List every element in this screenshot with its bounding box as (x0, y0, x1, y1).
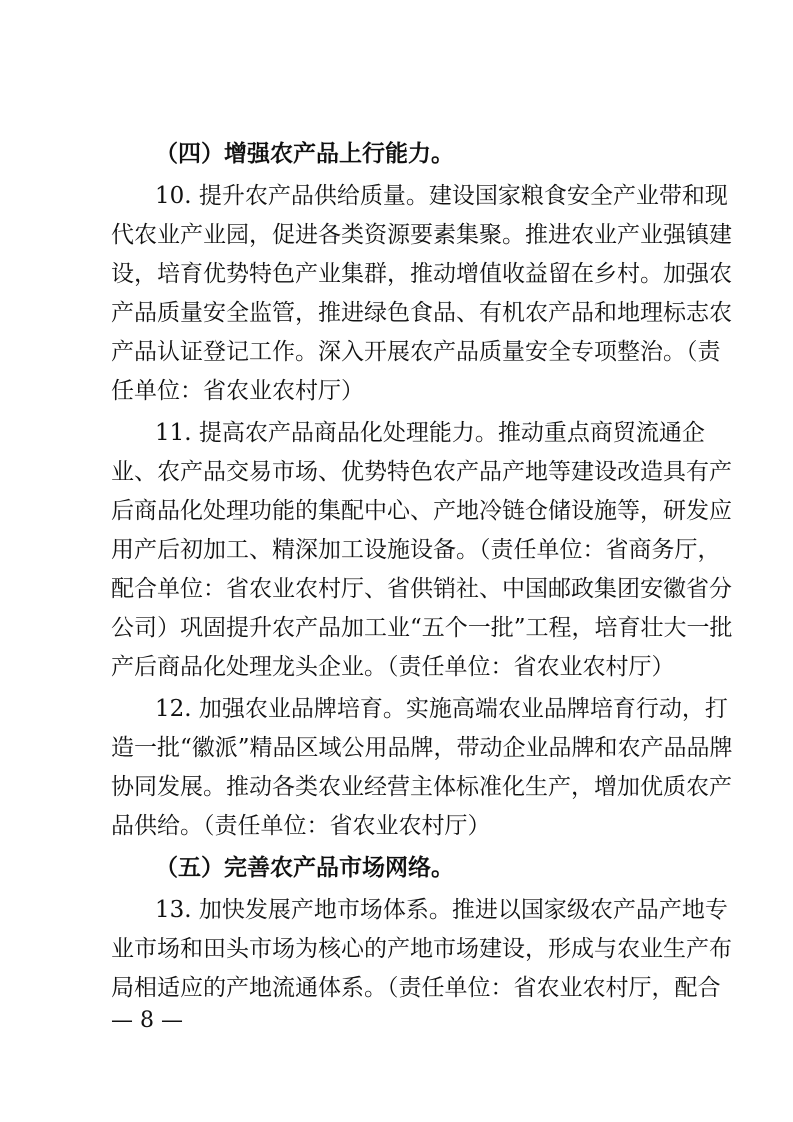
page-number: — 8 — (111, 1008, 183, 1033)
paragraph-line: 任单位：省农业农村厅） (111, 378, 364, 404)
paragraph-line: 代农业产业园，促进各类资源要素集聚。推进农业产业强镇建 (111, 222, 732, 248)
paragraph-line: 13. 加快发展产地市场体系。推进以国家级农产品产地专 (155, 897, 728, 923)
paragraph-line: 后商品化处理功能的集配中心、产地冷链仓储设施等，研发应 (111, 498, 732, 524)
paragraph-line: 10. 提升农产品供给质量。建设国家粮食安全产业带和现 (155, 183, 728, 209)
paragraph-line: 用产后初加工、精深加工设施设备。（责任单位：省商务厅， (111, 537, 721, 563)
paragraph-line: 12. 加强农业品牌培育。实施高端农业品牌培育行动，打 (155, 696, 728, 722)
paragraph-line: 配合单位：省农业农村厅、省供销社、中国邮政集团安徽省分 (111, 576, 732, 602)
section-heading-4: （四）增强农产品上行能力。 (155, 141, 454, 167)
paragraph-line: 设，培育优势特色产业集群，推动增值收益留在乡村。加强农 (111, 261, 732, 287)
paragraph-line: 公司）巩固提升农产品加工业“五个一批”工程，培育壮大一批 (111, 615, 733, 641)
paragraph-line: 局相适应的产地流通体系。（责任单位：省农业农村厅，配合 (111, 975, 721, 1001)
paragraph-line: 产后商品化处理龙头企业。（责任单位：省农业农村厅） (111, 654, 675, 680)
paragraph-line: 协同发展。推动各类农业经营主体标准化生产，增加优质农产 (111, 774, 732, 800)
paragraph-line: 造一批“徽派”精品区域公用品牌，带动企业品牌和农产品品牌 (111, 735, 733, 761)
paragraph-line: 业、农产品交易市场、优势特色农产品产地等建设改造具有产 (111, 459, 732, 485)
section-heading-5: （五）完善农产品市场网络。 (155, 855, 454, 881)
paragraph-line: 11. 提高农产品商品化处理能力。推动重点商贸流通企 (155, 420, 705, 446)
paragraph-line: 品供给。（责任单位：省农业农村厅） (111, 813, 491, 839)
paragraph-line: 产品质量安全监管，推进绿色食品、有机农产品和地理标志农 (111, 300, 732, 326)
paragraph-line: 产品认证登记工作。深入开展农产品质量安全专项整治。（责 (111, 339, 721, 365)
paragraph-line: 业市场和田头市场为核心的产地市场建设，形成与农业生产布 (111, 936, 732, 962)
